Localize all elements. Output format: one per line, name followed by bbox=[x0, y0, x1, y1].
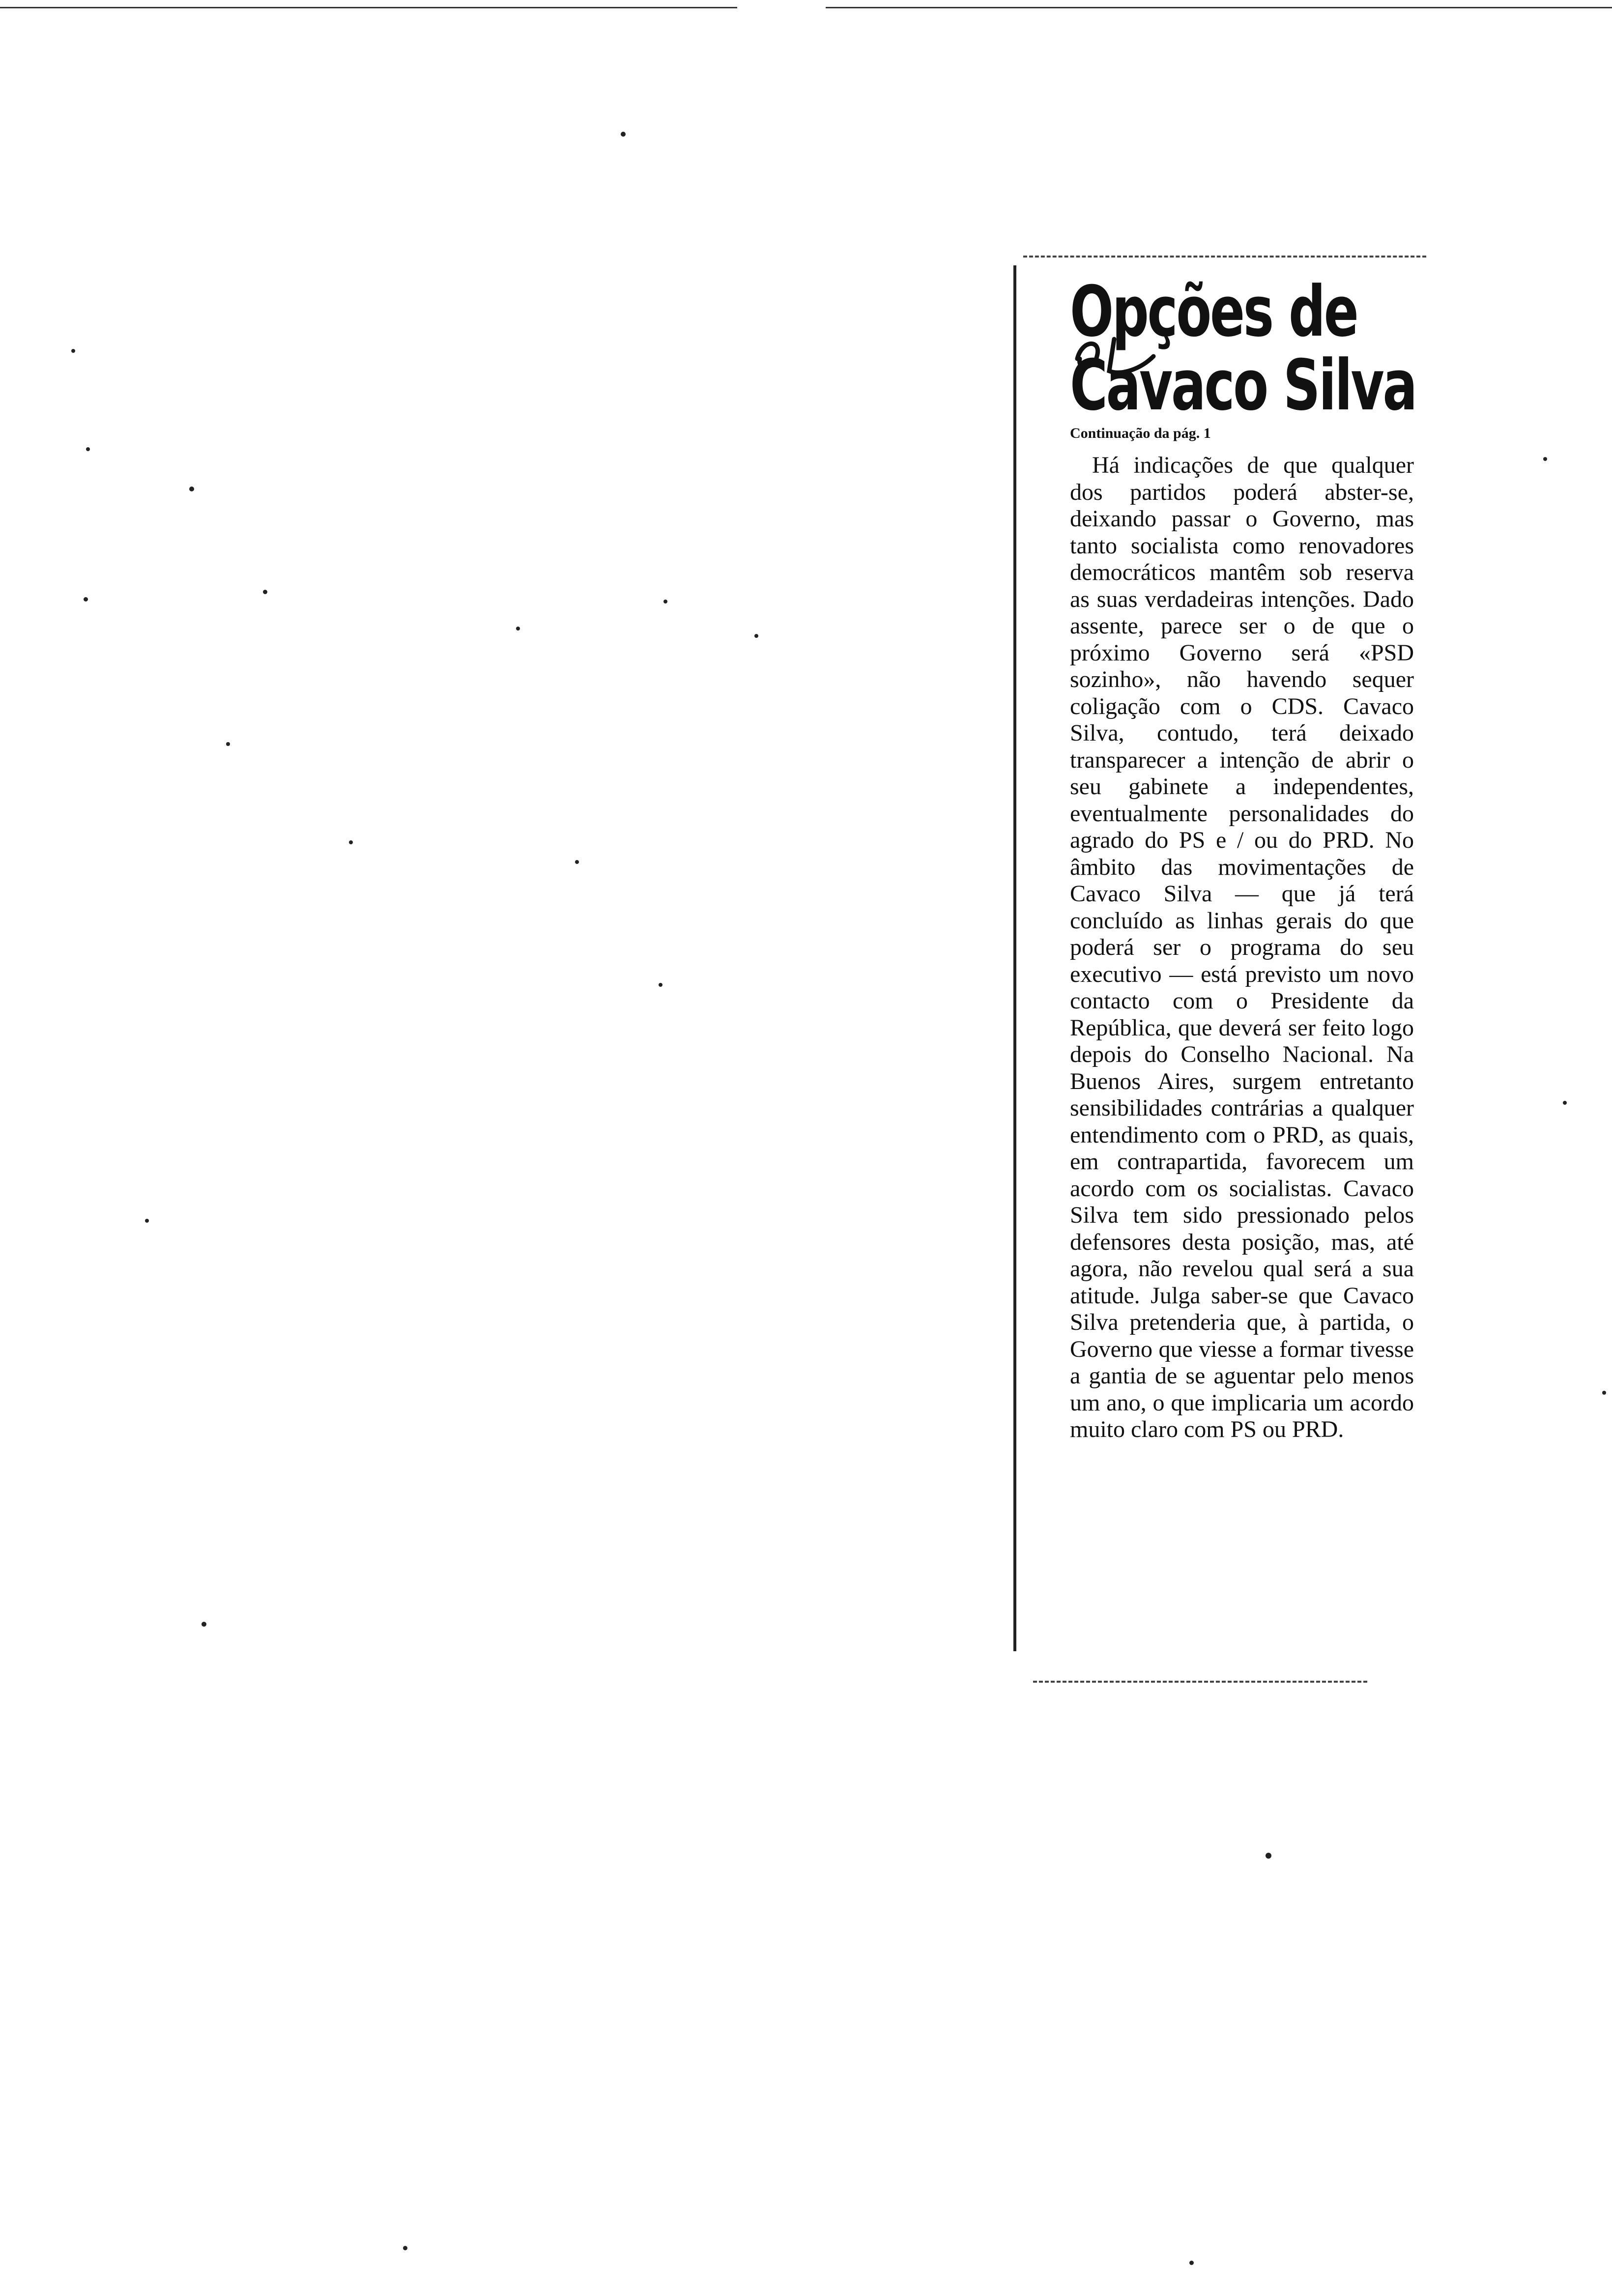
headline-line-2: Cavaco Silva bbox=[1070, 345, 1416, 426]
scan-speck bbox=[263, 590, 267, 594]
newspaper-clipping bbox=[1013, 256, 1426, 1671]
scan-speck bbox=[1543, 457, 1547, 461]
headline-line-1: Opções de bbox=[1070, 271, 1357, 352]
scan-speck bbox=[403, 2246, 407, 2250]
scan-speck bbox=[145, 1219, 149, 1223]
scan-speck bbox=[86, 447, 90, 451]
scan-speck bbox=[1602, 1391, 1606, 1395]
scan-speck bbox=[226, 742, 230, 746]
scan-speck bbox=[1563, 1101, 1567, 1105]
article-body: Há indicações de que qualquer dos partidos poderá abster-se, deixando passar o Governo, mas tanto socialista como renovadores democráticos mantêm sob reserva as suas verdadeiras intenções. Dado assente, parece ser o de que o próximo Governo será «PSD sozinho», não havendo sequer coligação com o CDS. Cavaco Silva, contudo, terá deixado transparecer a intenção de abrir o seu gabinete a independentes, eventualmente personalidades do agrado do PS e / ou do PRD. No âmbito das movimentações de Cavaco Silva — que já terá concluído as linhas gerais do que poderá ser o programa do seu executivo — está previsto um novo contacto com o Presidente da República, que deverá ser feito logo depois do Conselho Nacional. Na Buenos Aires, surgem entretanto sensibilidades contrárias a qualquer entendimento com o PRD, as quais, em contrapartida, favorecem um acordo com os socialistas. Cavaco Silva tem sido pressionado pelos defensores desta posição, mas, até agora, não revelou qual será a sua atitude. Julga saber-se que Cavaco Silva pretenderia que, à partida, o Governo que viesse a formar tivesse a gantia de se aguentar pelo menos um ano, o que implicaria um acordo muito claro com PS ou PRD. bbox=[1070, 452, 1414, 1442]
handwritten-mark-icon bbox=[1067, 329, 1176, 383]
clipping-bottom-edge bbox=[1033, 1681, 1367, 1683]
scan-speck bbox=[754, 634, 758, 638]
scan-speck bbox=[659, 983, 662, 987]
scan-speck bbox=[516, 627, 520, 631]
scan-speck bbox=[575, 860, 579, 864]
continuation-note: Continuação da pág. 1 bbox=[1070, 425, 1211, 441]
scan-speck bbox=[202, 1622, 206, 1627]
clipping-left-edge bbox=[1013, 265, 1016, 1651]
scan-speck bbox=[1189, 2261, 1194, 2265]
clipping-top-edge bbox=[1023, 256, 1426, 258]
scan-speck bbox=[621, 132, 626, 137]
scan-speck bbox=[349, 840, 353, 844]
scan-speck bbox=[71, 349, 75, 353]
scan-speck bbox=[189, 487, 194, 491]
scan-speck bbox=[84, 597, 88, 602]
top-edge-rule-left bbox=[0, 7, 737, 8]
top-edge-rule-right bbox=[826, 7, 1612, 8]
scan-speck bbox=[663, 600, 667, 603]
scan-speck bbox=[1266, 1853, 1271, 1859]
